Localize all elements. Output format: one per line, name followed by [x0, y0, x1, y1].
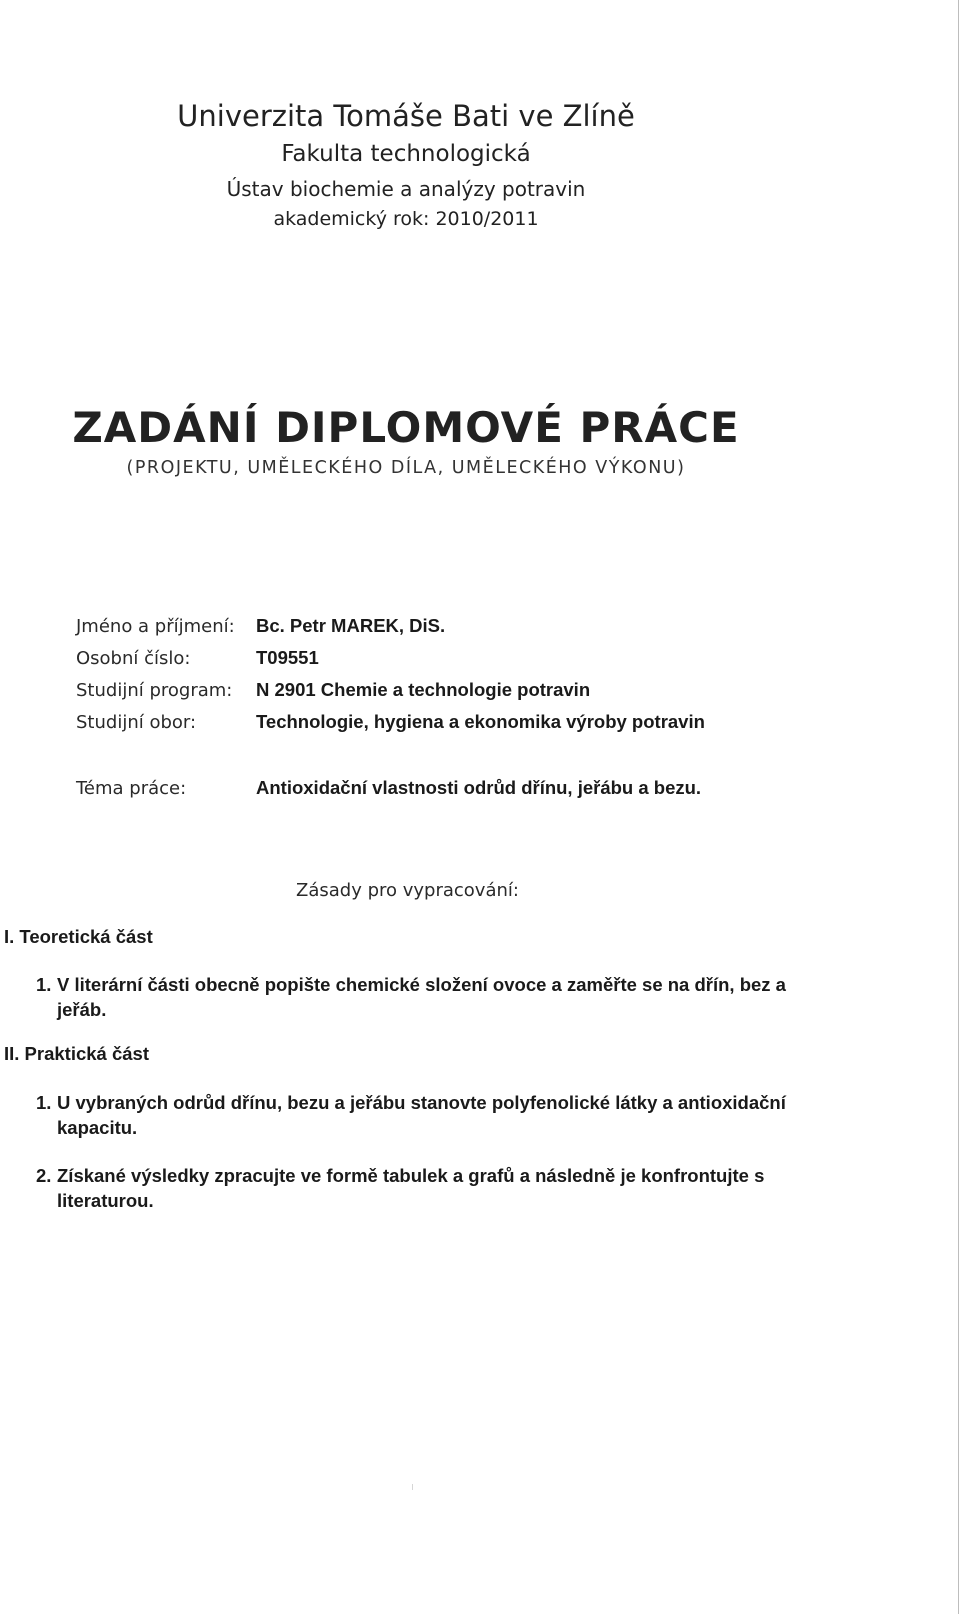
task-number: 1. [36, 1092, 52, 1113]
task-number: 1. [36, 974, 52, 995]
page-edge-line [958, 0, 959, 1614]
personal-number-label: Osobní číslo: [76, 648, 191, 669]
task-text: Získané výsledky zpracujte ve formě tabulek a grafů a následně je konfrontujte s literaturou. [57, 1165, 765, 1211]
personal-number-value: T09551 [256, 647, 319, 668]
principles-heading: Zásady pro vypracování: [296, 880, 519, 901]
scan-mark [412, 1484, 413, 1490]
institute-name: Ústav biochemie a analýzy potravin [226, 177, 586, 201]
document-title: ZADÁNÍ DIPLOMOVÉ PRÁCE [72, 403, 740, 452]
faculty-name: Fakulta technologická [281, 141, 531, 167]
task-number: 2. [36, 1165, 52, 1186]
info-row-personal-number [76, 645, 319, 672]
task-text: U vybraných odrůd dřínu, bezu a jeřábu stanovte polyfenolické látky a antioxidační kapacitu. [57, 1092, 786, 1138]
info-row-program [76, 677, 590, 704]
info-row-field [76, 709, 705, 736]
practical-task-1 [36, 1090, 806, 1140]
document-subtitle: (PROJEKTU, UMĚLECKÉHO DÍLA, UMĚLECKÉHO VÝKONU) [126, 458, 686, 478]
document-header [0, 96, 812, 234]
theory-heading: I. Teoretická část [4, 926, 153, 947]
task-text: V literární části obecně popište chemické složení ovoce a zaměřte se na dřín, bez a jeřáb. [57, 974, 786, 1020]
practical-task-2 [36, 1163, 806, 1213]
info-row-name [76, 613, 445, 640]
theory-task-1 [36, 972, 806, 1022]
program-label: Studijní program: [76, 680, 233, 701]
field-value: Technologie, hygiena a ekonomika výroby potravin [256, 711, 705, 732]
name-value: Bc. Petr MAREK, DiS. [256, 615, 446, 636]
practical-heading: II. Praktická část [4, 1043, 150, 1064]
program-value: N 2901 Chemie a technologie potravin [256, 679, 591, 700]
academic-year: akademický rok: 2010/2011 [273, 208, 539, 230]
university-name: Univerzita Tomáše Bati ve Zlíně [177, 99, 635, 133]
topic-label: Téma práce: [76, 778, 187, 799]
info-row-topic [76, 775, 701, 802]
name-label: Jméno a příjmení: [76, 616, 235, 637]
title-block [0, 402, 812, 482]
topic-value: Antioxidační vlastnosti odrůd dřínu, jeřábu a bezu. [256, 777, 702, 798]
field-label: Studijní obor: [76, 712, 197, 733]
